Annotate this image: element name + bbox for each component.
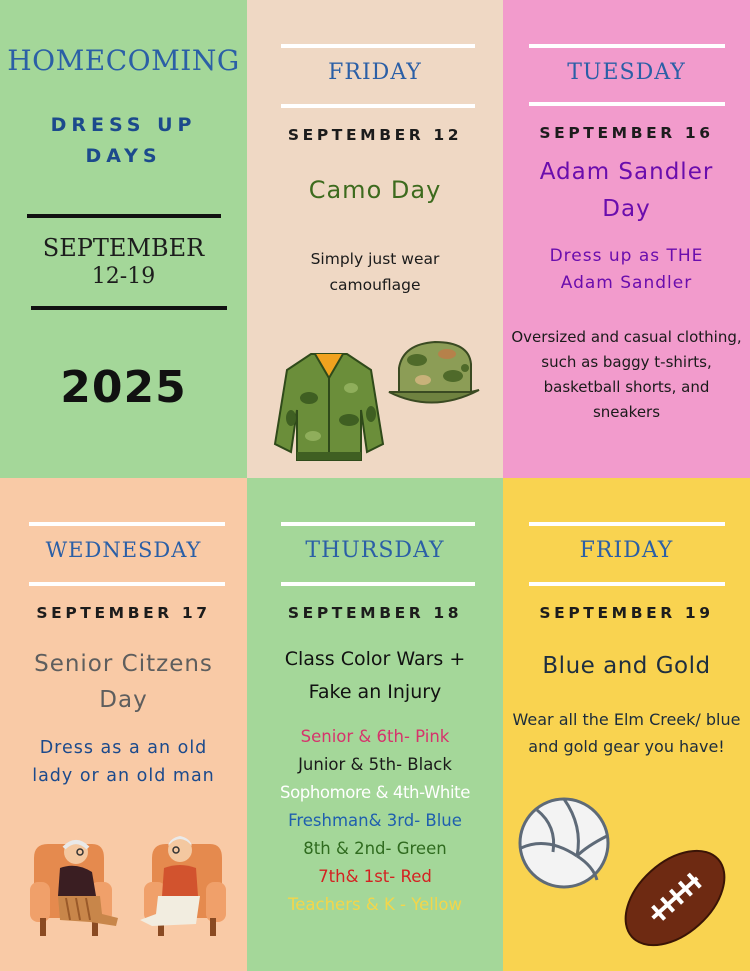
friday-sept12-panel [247,0,503,478]
rule-top [529,44,725,48]
dress-up-subtitle-1: DRESS UP [50,114,197,136]
theme-title: Camo Day [308,176,442,204]
class-color-item: 7th& 1st- Red [318,867,432,886]
rule-bottom [529,582,725,586]
homecoming-title: HOMECOMING [7,44,240,77]
theme-description: Wear all the Elm Creek/ blue and gold gear you have! [512,710,741,756]
class-color-item: Freshman& 3rd- Blue [288,811,462,830]
theme-title-line2: Fake an Injury [308,681,442,703]
theme-title-line1: Class Color Wars + [284,648,466,670]
camo-hat-icon [383,334,483,414]
rule-top [281,44,475,48]
wednesday-sept17-panel [0,478,247,971]
thursday-sept18-panel [247,478,503,971]
day-name: THURSDAY [305,538,445,563]
theme-subtitle-line2: Adam Sandler [560,273,693,293]
theme-description-line2: lady or an old man [32,766,215,786]
day-name: WEDNESDAY [45,538,202,562]
class-color-item: Sophomore & 4th-White [280,783,470,802]
tuesday-sept16-panel [503,0,750,478]
elderly-couple-icon [30,822,226,942]
date-label: SEPTEMBER 16 [539,124,714,142]
theme-title: Blue and Gold [542,653,711,679]
intro-rule-top [27,214,221,218]
football-icon [615,842,735,954]
day-name: FRIDAY [328,60,422,85]
date-range-days: 12-19 [91,264,156,289]
volleyball-icon [517,796,611,890]
rule-top [281,522,475,526]
rule-bottom [281,104,475,108]
theme-description-line1: Dress as a an old [39,738,208,758]
intro-panel [0,0,247,478]
class-color-item: Senior & 6th- Pink [300,727,450,746]
day-name: FRIDAY [579,538,674,563]
class-color-item: Teachers & K - Yellow [287,895,462,914]
camo-jacket-icon [271,348,387,466]
rule-bottom [29,582,225,586]
intro-rule-bottom [31,306,227,310]
date-range-month: SEPTEMBER [42,234,205,262]
theme-title-line1: Adam Sandler [539,159,714,185]
rule-top [29,522,225,526]
theme-description: Simply just wear camouflage [310,250,440,294]
friday-sept19-panel [503,478,750,971]
rule-bottom [529,102,725,106]
date-label: SEPTEMBER 12 [287,126,463,144]
theme-description: Oversized and casual clothing, such as baggy t-shirts, basketball shorts, and sneakers [511,328,742,421]
theme-title-line2: Day [99,687,148,713]
date-label: SEPTEMBER 18 [287,604,463,622]
rule-top [529,522,725,526]
rule-bottom [281,582,475,586]
theme-subtitle-line1: Dress up as THE [549,246,704,266]
date-label: SEPTEMBER 19 [539,604,714,622]
dress-up-subtitle-2: DAYS [85,145,162,167]
date-label: SEPTEMBER 17 [36,604,211,622]
theme-title-line1: Senior Citzens [34,651,213,677]
class-color-item: Junior & 5th- Black [298,755,452,774]
day-name: TUESDAY [567,60,686,85]
class-color-list [247,723,503,919]
theme-title-line2: Day [602,196,651,222]
class-color-item: 8th & 2nd- Green [303,839,447,858]
year: 2025 [60,362,187,413]
